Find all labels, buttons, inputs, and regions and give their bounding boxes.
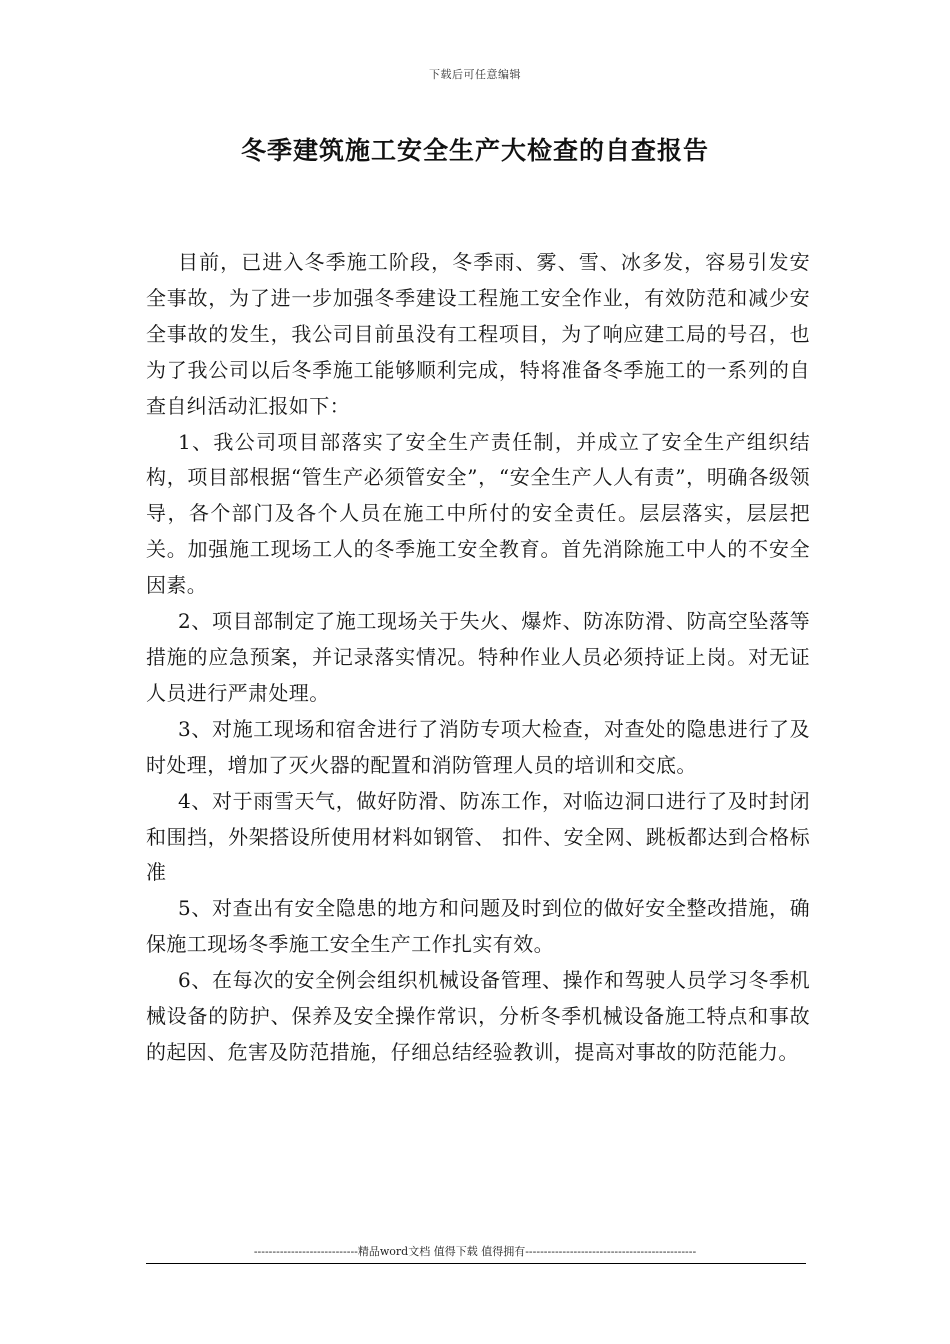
footer-divider bbox=[146, 1263, 806, 1264]
document-body bbox=[146, 245, 810, 1071]
page-footer: ----------------------------精品word文档 值得下载 值得拥有---------------------------------------------- bbox=[253, 1245, 697, 1258]
paragraph-item-3: 3、对施工现场和宿舍进行了消防专项大检查，对查处的隐患进行了及时处理，增加了灭火器的配置和消防管理人员的培训和交底。 bbox=[146, 716, 810, 777]
paragraph-item-6: 6、在每次的安全例会组织机械设备管理、操作和驾驶人员学习冬季机械设备的防护、保养及安全操作常识，分析冬季机械设备施工特点和事故的起因、危害及防范措施，仔细总结经验教训，提高对事故的防范能力。 bbox=[146, 968, 810, 1064]
paragraph-intro: 目前，已进入冬季施工阶段，冬季雨、雾、雪、冰多发，容易引发安全事故，为了进一步加强冬季建设工程施工安全作业，有效防范和减少安全事故的发生，我公司目前虽没有工程项目，为了响应建工局的号召，也为了我公司以后冬季施工能够顺利完成，特将准备冬季施工的一系列的自查自纠活动汇报如下： bbox=[146, 250, 810, 418]
page-header: 下载后可任意编辑 bbox=[429, 68, 521, 81]
paragraph-item-2: 2、项目部制定了施工现场关于失火、爆炸、防冻防滑、防高空坠落等措施的应急预案，并记录落实情况。特种作业人员必须持证上岗。对无证人员进行严肃处理。 bbox=[146, 609, 810, 705]
document-title: 冬季建筑施工安全生产大检查的自查报告 bbox=[240, 136, 709, 165]
paragraph-item-5: 5、对查出有安全隐患的地方和问题及时到位的做好安全整改措施，确保施工现场冬季施工安全生产工作扎实有效。 bbox=[146, 896, 810, 957]
paragraph-item-1: 1、我公司项目部落实了安全生产责任制，并成立了安全生产组织结构，项目部根据“管生产必须管安全”，“安全生产人人有责”，明确各级领导，各个部门及各个人员在施工中所付的安全责任。层层落实，层层把关。加强施工现场工人的冬季施工安全教育。首先消除施工中人的不安全因素。 bbox=[146, 429, 810, 598]
paragraph-item-4: 4、对于雨雪天气，做好防滑、防冻工作，对临边洞口进行了及时封闭和围挡，外架搭设所使用材料如钢管、 扣件、安全网、跳板都达到合格标准 bbox=[146, 788, 810, 885]
